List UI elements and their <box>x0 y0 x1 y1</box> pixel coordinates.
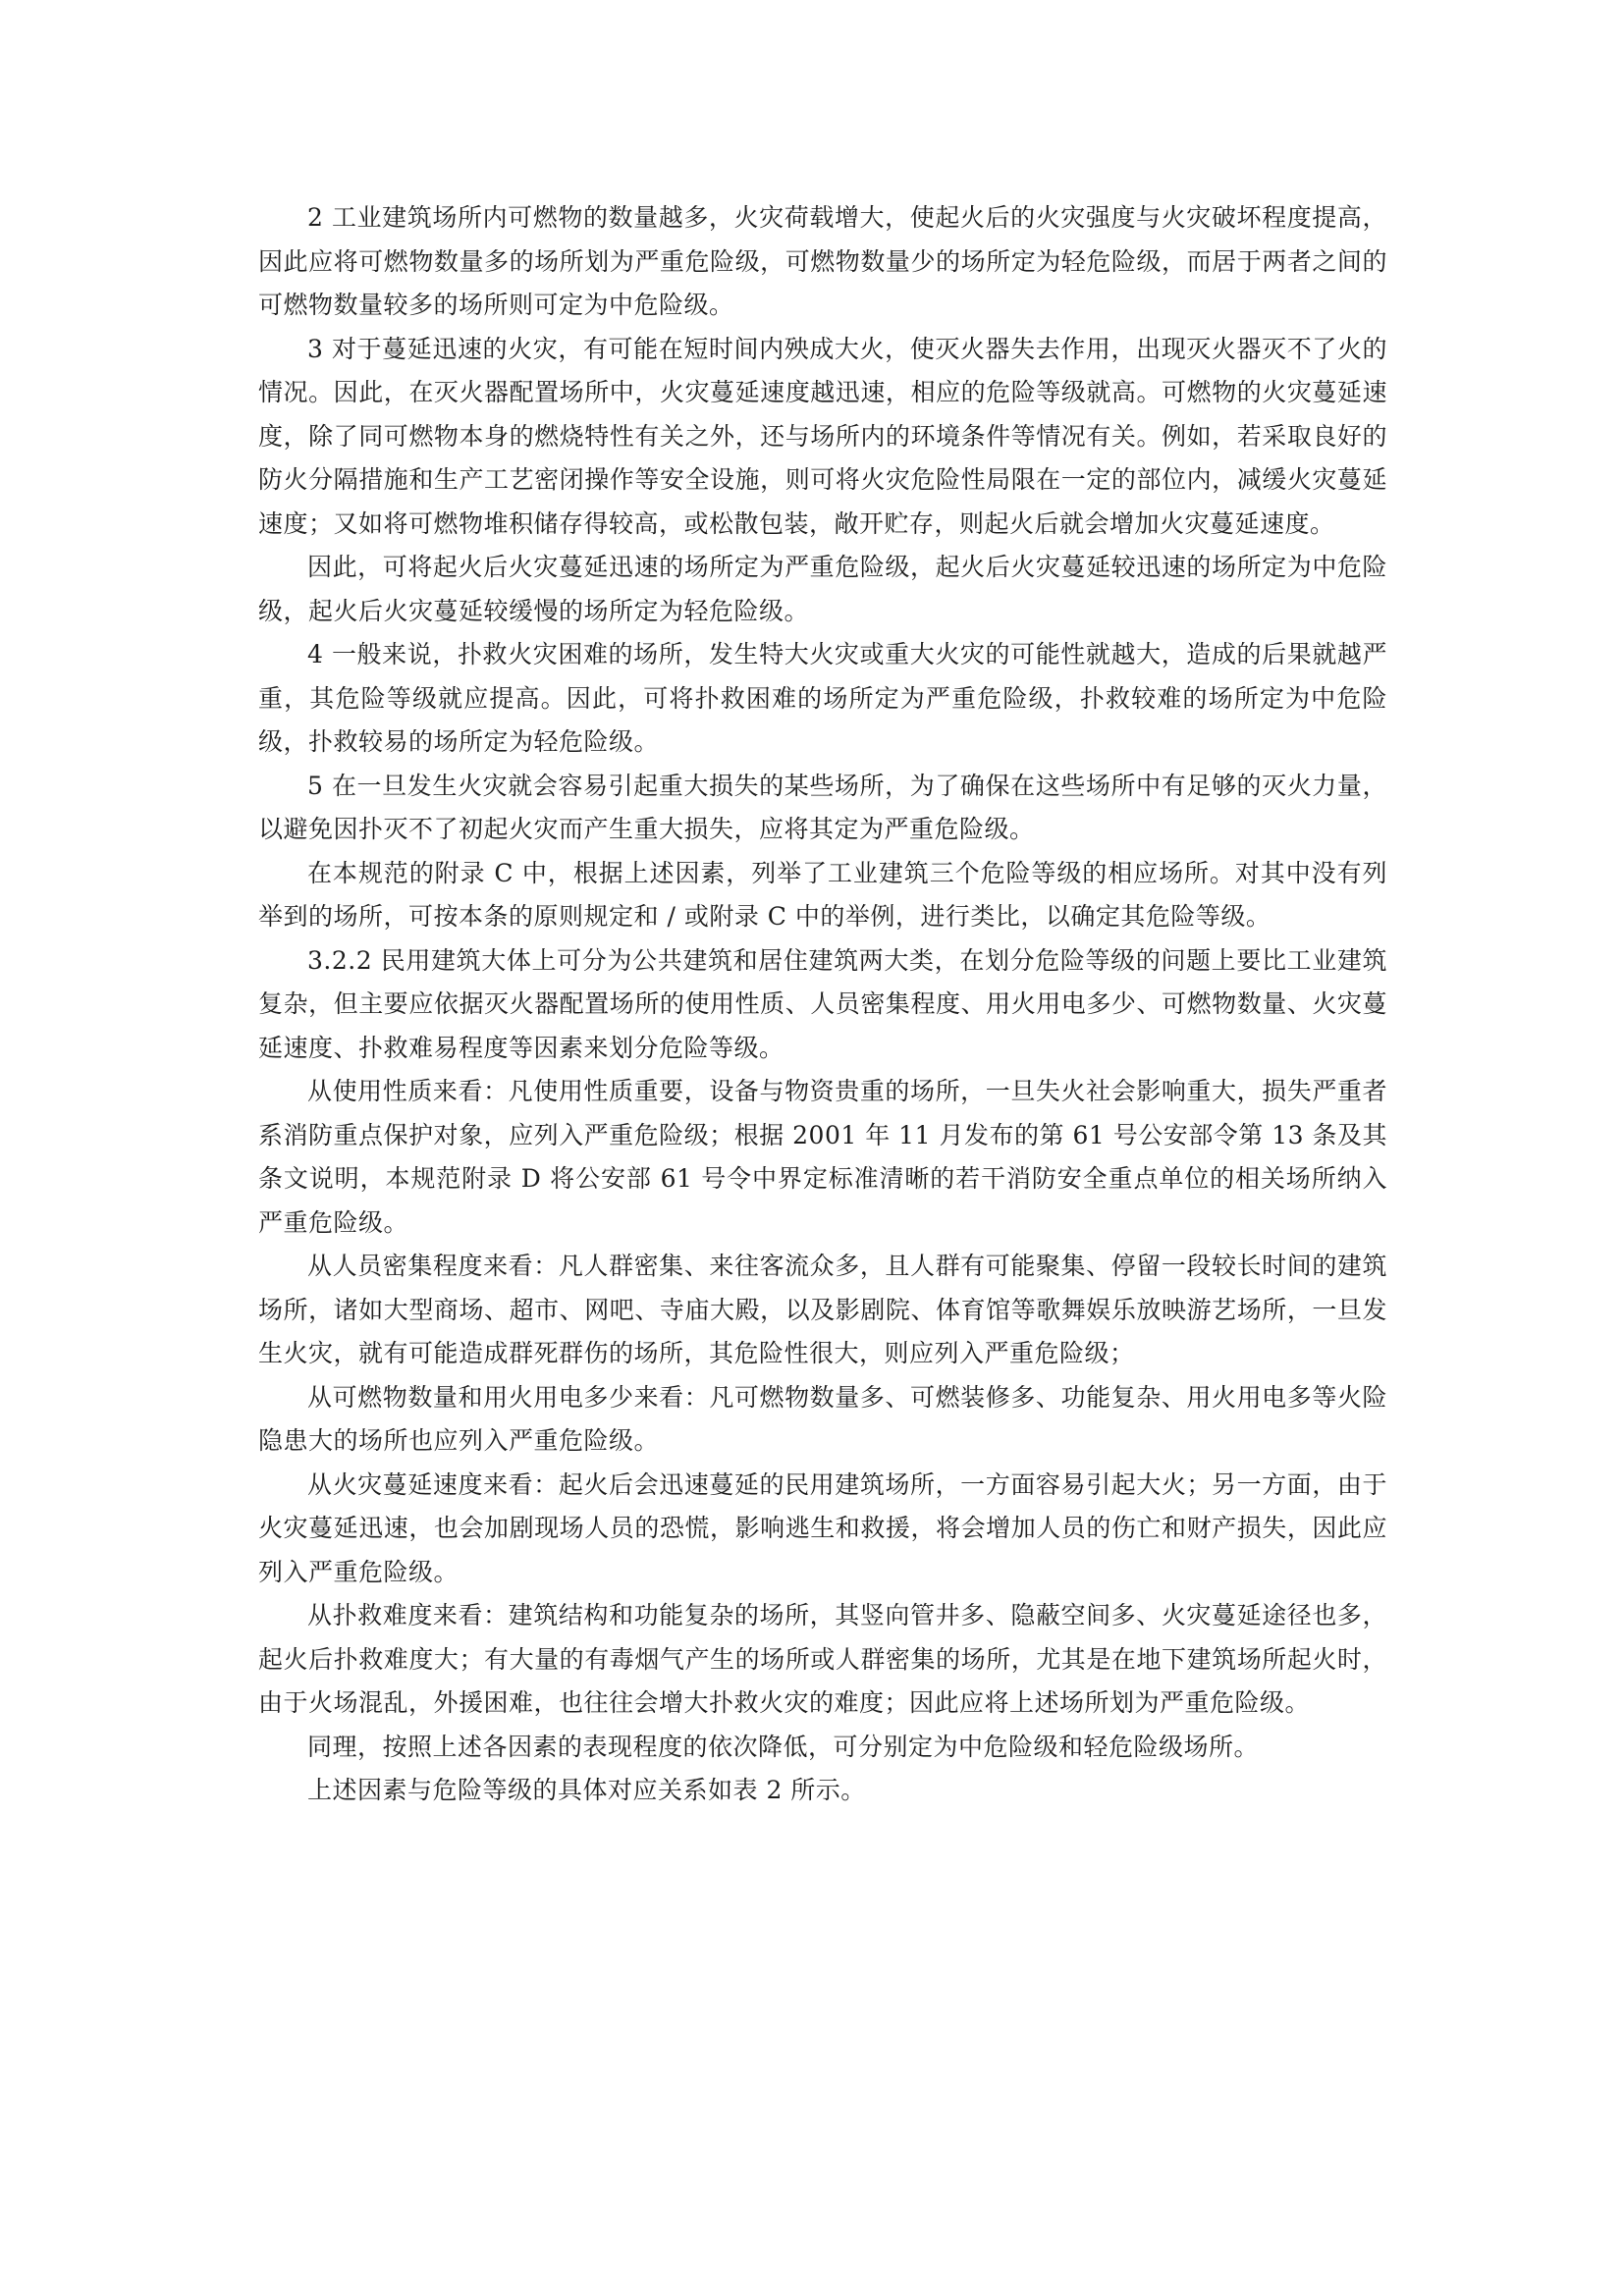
paragraph-usage-nature: 从使用性质来看：凡使用性质重要，设备与物资贵重的场所，一旦失火社会影响重大，损失严重者系消防重点保护对象，应列入严重危险级；根据 2001 年 11 月发布的第 61 号公安部令第 13 条及其条文说明，本规范附录 D 将公安部 61 号令中界定标准清晰的若干消防安全重点单位的相关场所纳入严重危险级。 <box>258 1077 1387 1237</box>
paragraph-item-3-spread-speed: 3 对于蔓延迅速的火灾，有可能在短时间内殃成大火，使灭火器失去作用，出现灭火器灭不了火的情况。因此，在灭火器配置场所中，火灾蔓延速度越迅速，相应的危险等级就高。可燃物的火灾蔓延速度，除了同可燃物本身的燃烧特性有关之外，还与场所内的环境条件等情况有关。例如，若采取良好的防火分隔措施和生产工艺密闭操作等安全设施，则可将火灾危险性局限在一定的部位内，减缓火灾蔓延速度；又如将可燃物堆积储存得较高，或松散包装，敞开贮存，则起火后就会增加火灾蔓延速度。 <box>258 334 1387 538</box>
paragraph-appendix-c: 在本规范的附录 C 中，根据上述因素，列举了工业建筑三个危险等级的相应场所。对其中没有列举到的场所，可按本条的原则规定和 / 或附录 C 中的举例，进行类比，以确定其危险等级。 <box>258 858 1387 931</box>
paragraph-spread-classification: 因此，可将起火后火灾蔓延迅速的场所定为严重危险级，起火后火灾蔓延较迅速的场所定为中危险级，起火后火灾蔓延较缓慢的场所定为轻危险级。 <box>258 553 1387 625</box>
paragraph-section-3-2-2: 3.2.2 民用建筑大体上可分为公共建筑和居住建筑两大类，在划分危险等级的问题上要比工业建筑复杂，但主要应依据灭火器配置场所的使用性质、人员密集程度、用火用电多少、可燃物数量、火灾蔓延速度、扑救难易程度等因素来划分危险等级。 <box>258 945 1387 1062</box>
paragraph-item-5-major-loss: 5 在一旦发生火灾就会容易引起重大损失的某些场所，为了确保在这些场所中有足够的灭火力量，以避免因扑灭不了初起火灾而产生重大损失，应将其定为严重危险级。 <box>258 771 1387 843</box>
paragraph-table-reference: 上述因素与危险等级的具体对应关系如表 2 所示。 <box>307 1776 866 1804</box>
paragraph-item-4-difficulty: 4 一般来说，扑救火灾困难的场所，发生特大火灾或重大火灾的可能性就越大，造成的后果就越严重，其危险等级就应提高。因此，可将扑救困难的场所定为严重危险级，扑救较难的场所定为中危险级，扑救较易的场所定为轻危险级。 <box>258 640 1387 756</box>
paragraph-lower-levels: 同理，按照上述各因素的表现程度的依次降低，可分别定为中危险级和轻危险级场所。 <box>307 1732 1260 1761</box>
paragraph-extinguish-difficulty: 从扑救难度来看：建筑结构和功能复杂的场所，其竖向管井多、隐蔽空间多、火灾蔓延途径也多，起火后扑救难度大；有大量的有毒烟气产生的场所或人群密集的场所，尤其是在地下建筑场所起火时，由于火场混乱，外援困难，也往往会增大扑救火灾的难度；因此应将上述场所划为严重危险级。 <box>258 1601 1387 1717</box>
paragraph-combustibles: 从可燃物数量和用火用电多少来看：凡可燃物数量多、可燃装修多、功能复杂、用火用电多等火险隐患大的场所也应列入严重危险级。 <box>258 1382 1387 1455</box>
document-body <box>258 196 1387 1813</box>
paragraph-fire-spread: 从火灾蔓延速度来看：起火后会迅速蔓延的民用建筑场所，一方面容易引起大火；另一方面，由于火灾蔓延迅速，也会加剧现场人员的恐慌，影响逃生和救援，将会增加人员的伤亡和财产损失，因此应列入严重危险级。 <box>258 1469 1387 1586</box>
paragraph-crowd-density: 从人员密集程度来看：凡人群密集、来往客流众多，且人群有可能聚集、停留一段较长时间的建筑场所，诸如大型商场、超市、网吧、寺庙大殿，以及影剧院、体育馆等歌舞娱乐放映游艺场所，一旦发生火灾，就有可能造成群死群伤的场所，其危险性很大，则应列入严重危险级； <box>258 1252 1387 1367</box>
paragraph-item-2-fire-load: 2 工业建筑场所内可燃物的数量越多，火灾荷载增大，使起火后的火灾强度与火灾破坏程度提高，因此应将可燃物数量多的场所划为严重危险级，可燃物数量少的场所定为轻危险级，而居于两者之间的可燃物数量较多的场所则可定为中危险级。 <box>258 203 1387 319</box>
